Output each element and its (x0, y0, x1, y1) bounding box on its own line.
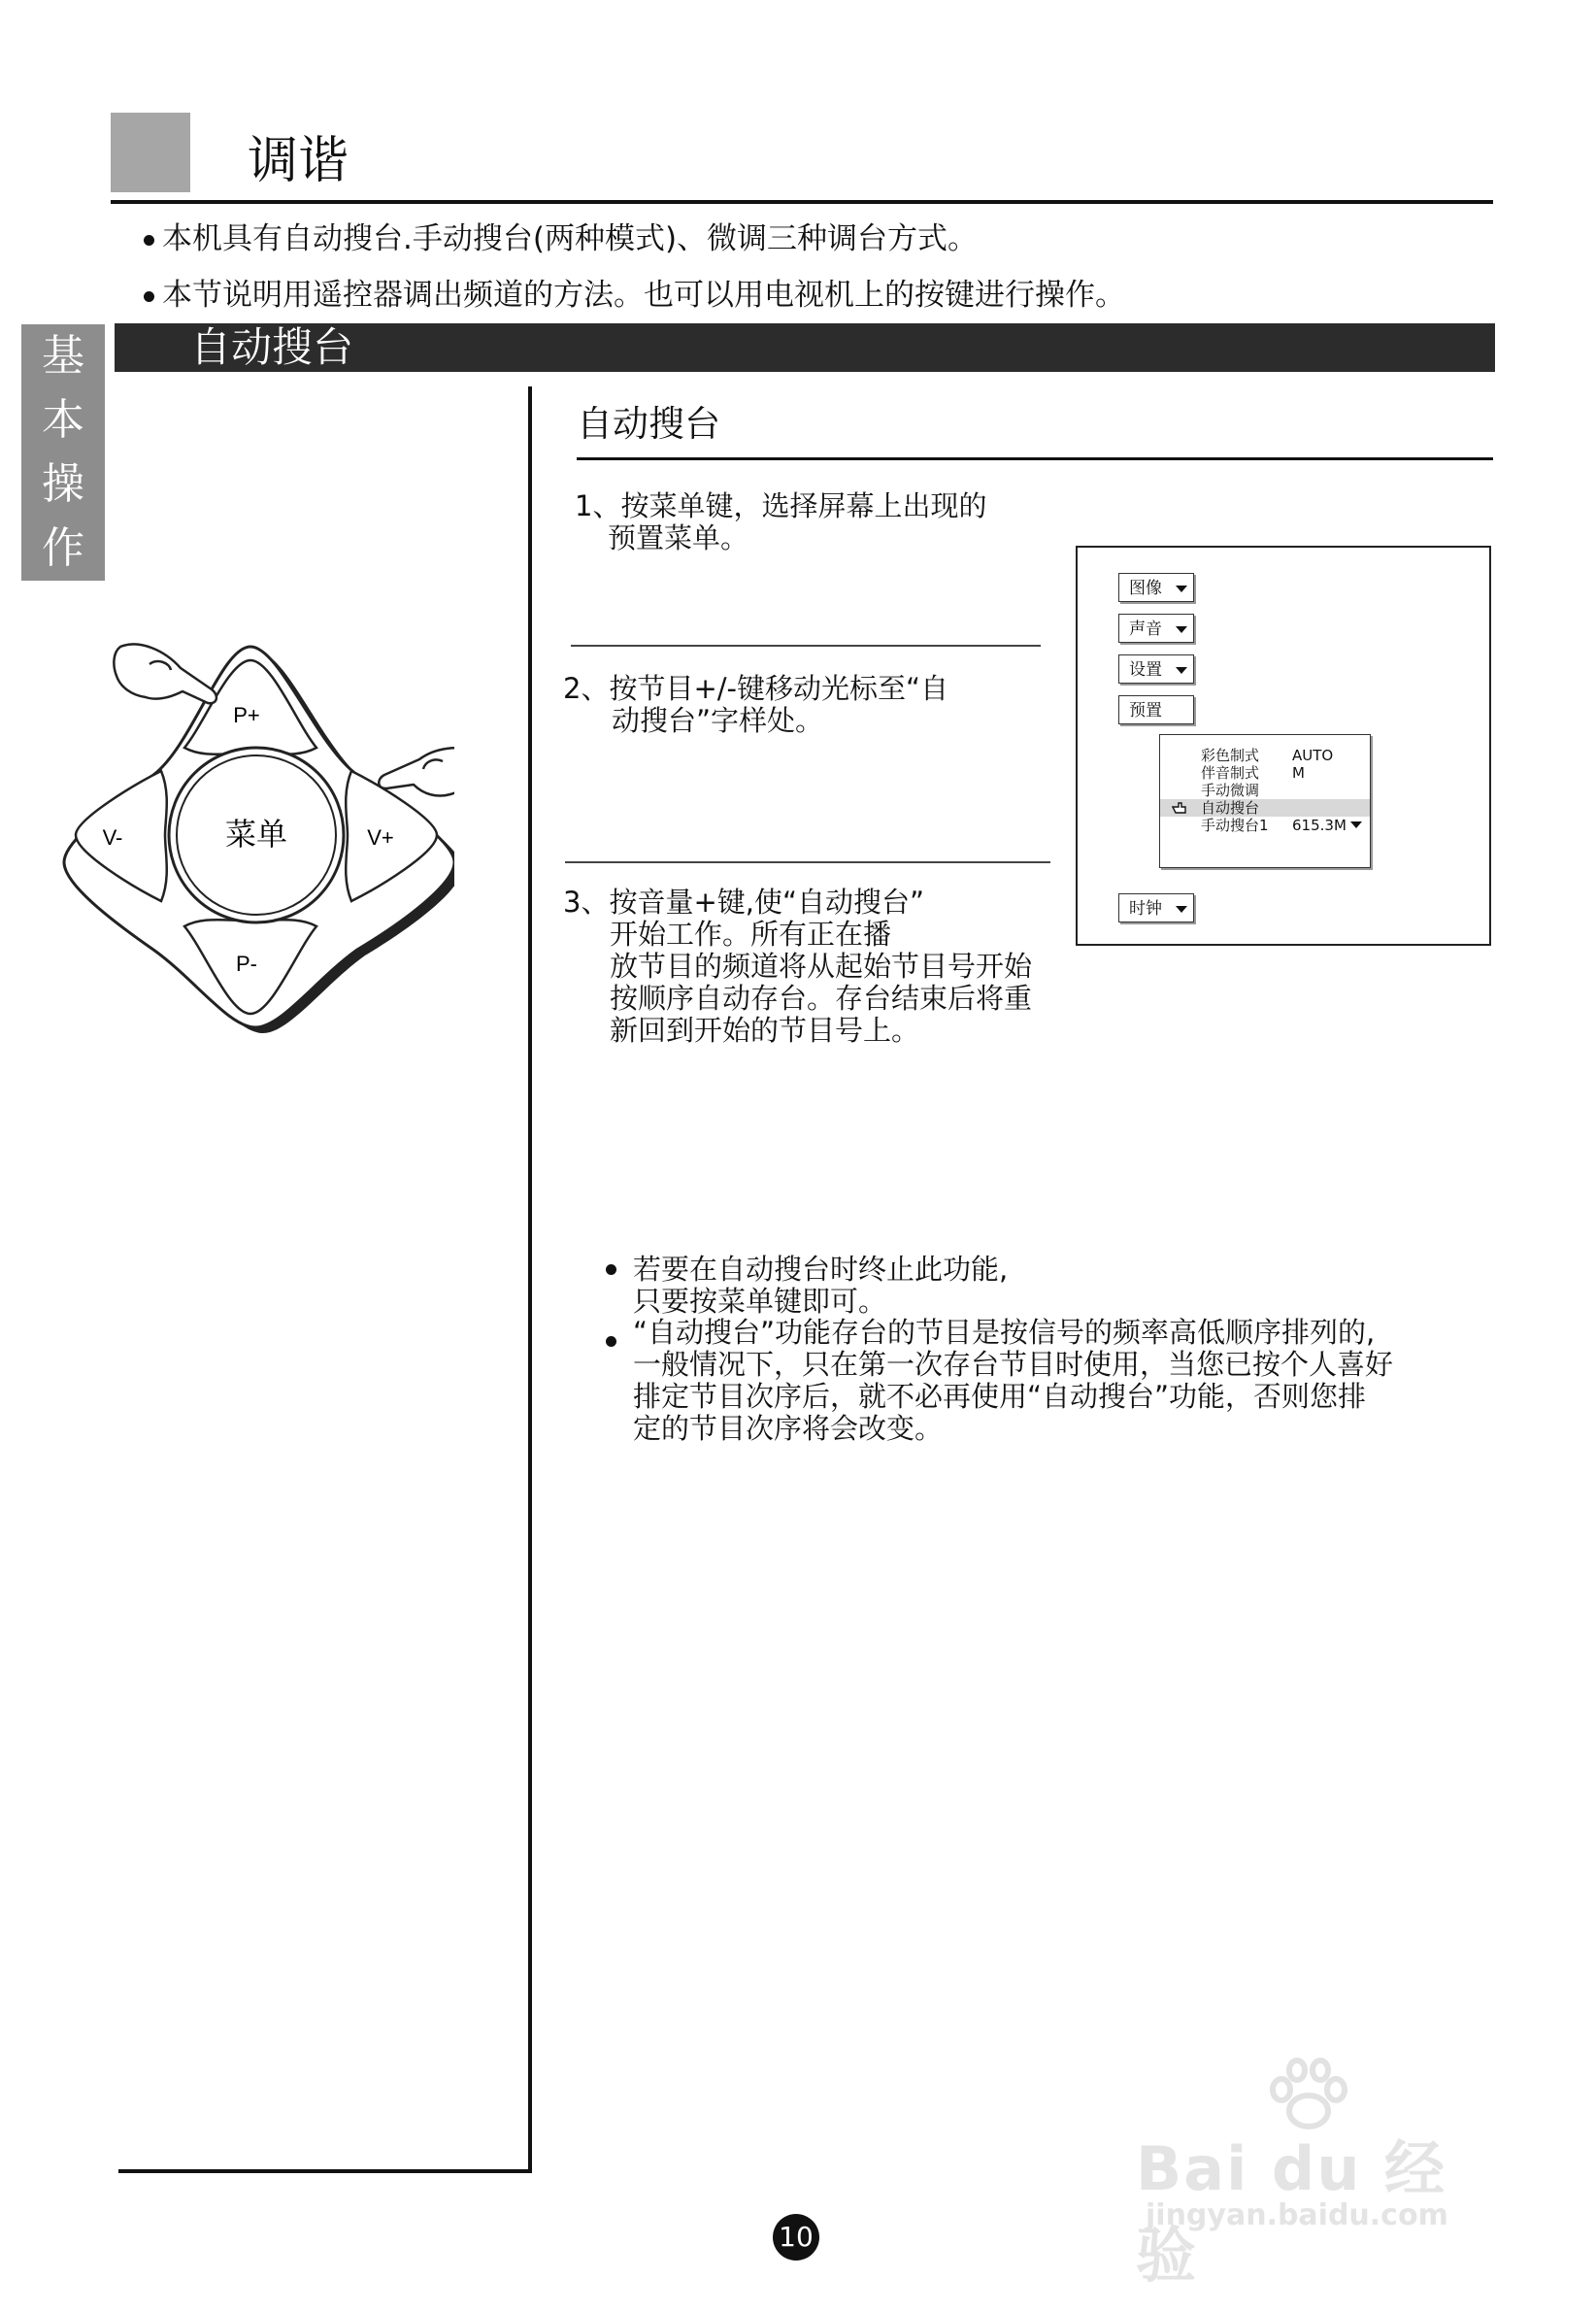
step-1-line: 预置菜单。 (608, 521, 749, 554)
side-tab-basic-operation (21, 324, 105, 581)
note-1-line: 若要在自动搜台时终止此功能, (633, 1253, 1009, 1286)
note-bullet-dot (606, 1264, 616, 1275)
osd-row-value: AUTO (1292, 747, 1334, 764)
pointing-hand-icon (114, 644, 216, 703)
note-2-line: 定的节目次序将会改变。 (633, 1412, 944, 1445)
osd-row-label: 自动搜台 (1201, 799, 1260, 817)
note-2-line: 一般情况下，只在第一次存台节目时使用，当您已按个人喜好 (633, 1348, 1394, 1381)
subsection-title: 自动搜台 (577, 403, 720, 445)
osd-submenu-row-selected[interactable] (1160, 799, 1370, 817)
osd-preset-button[interactable] (1118, 695, 1194, 724)
bullet-dot (144, 235, 154, 246)
step-3-line: 新回到开始的节目号上。 (610, 1014, 920, 1047)
osd-row-label: 手动微调 (1201, 782, 1260, 799)
osd-button-label: 预置 (1129, 701, 1162, 720)
osd-row-label: 手动搜台1 (1201, 817, 1269, 834)
dropdown-arrow-icon (1176, 626, 1187, 633)
note-1-line: 只要按菜单键即可。 (633, 1285, 887, 1318)
pointing-hand-cursor-icon (1172, 801, 1187, 815)
pointing-hand-icon (379, 748, 454, 795)
intro-bullet (144, 219, 978, 258)
p-minus-label: P- (236, 952, 257, 976)
osd-row-label: 伴音制式 (1201, 764, 1260, 782)
intro-text: 本节说明用遥控器调出频道的方法。也可以用电视机上的按键进行操作。 (162, 278, 1125, 313)
osd-menu-screen (1076, 546, 1491, 946)
osd-row-label: 彩色制式 (1201, 747, 1260, 764)
watermark-logo-text: Bai du 经验 (1136, 2133, 1447, 2291)
osd-preset-submenu (1159, 734, 1371, 868)
baidu-jingyan-watermark (1136, 2057, 1505, 2291)
note-2-line: 排定节目次序后，就不必再使用“自动搜台”功能，否则您排 (633, 1380, 1367, 1413)
osd-picture-button[interactable] (1118, 573, 1194, 602)
osd-row-value: 615.3M (1292, 817, 1347, 834)
osd-button-label: 图像 (1129, 579, 1162, 598)
title-divider (111, 200, 1493, 204)
page-number: 10 (773, 2214, 819, 2261)
side-tab-char: 本 (42, 395, 84, 445)
side-tab-char: 基 (42, 331, 84, 381)
section-header-bar (115, 323, 1495, 372)
subsection-divider (577, 457, 1493, 460)
step-1-line: 1、按菜单键，选择屏幕上出现的 (575, 489, 987, 522)
osd-submenu-row[interactable] (1160, 764, 1370, 782)
osd-setup-button[interactable] (1118, 654, 1194, 684)
osd-button-label: 设置 (1129, 660, 1162, 680)
dropdown-arrow-icon (1176, 586, 1187, 592)
v-plus-label: V+ (367, 825, 394, 850)
step-separator (565, 861, 1050, 863)
header-grey-block (111, 113, 190, 192)
intro-bullet (144, 276, 1125, 315)
step-3-line: 开始工作。所有正在播 (610, 918, 892, 951)
step-3-line: 按顺序自动存台。存台结束后将重 (610, 982, 1033, 1015)
bullet-dot (144, 291, 154, 302)
dropdown-arrow-icon (1176, 667, 1187, 674)
column-divider (528, 386, 532, 2173)
step-2-line: 动搜台”字样处。 (612, 704, 824, 737)
osd-button-label: 时钟 (1129, 899, 1162, 919)
osd-submenu-row[interactable] (1160, 817, 1370, 834)
side-tab-char: 操 (42, 459, 84, 509)
osd-clock-button[interactable] (1118, 893, 1194, 922)
side-tab-char: 作 (42, 523, 84, 573)
dropdown-arrow-icon (1350, 821, 1362, 828)
osd-row-value: M (1292, 764, 1305, 782)
note-2-line: “自动搜台”功能存台的节目是按信号的频率高低顺序排列的, (633, 1316, 1376, 1349)
v-minus-label: V- (102, 825, 123, 850)
step-separator (571, 645, 1041, 647)
osd-sound-button[interactable] (1118, 614, 1194, 643)
intro-text: 本机具有自动搜台.手动搜台(两种模式)、微调三种调台方式。 (162, 221, 979, 256)
p-plus-label: P+ (233, 703, 260, 727)
osd-button-label: 声音 (1129, 620, 1162, 639)
step-3-line: 3、按音量+键,使“自动搜台” (563, 886, 925, 919)
note-bullet-dot (606, 1336, 616, 1347)
watermark-url: jingyan.baidu.com (1146, 2198, 1448, 2232)
section-title: 自动搜台 (190, 323, 354, 371)
dropdown-arrow-icon (1176, 906, 1187, 913)
step-3-line: 放节目的频道将从起始节目号开始 (610, 950, 1033, 983)
menu-key-label: 菜单 (224, 816, 288, 853)
remote-control-illustration (56, 629, 454, 1037)
page-title: 调谐 (248, 132, 349, 190)
osd-submenu-row[interactable] (1160, 747, 1370, 764)
step-2-line: 2、按节目+/-键移动光标至“自 (563, 672, 949, 705)
osd-submenu-row[interactable] (1160, 782, 1370, 799)
left-column-bottom-rule (118, 2169, 532, 2173)
